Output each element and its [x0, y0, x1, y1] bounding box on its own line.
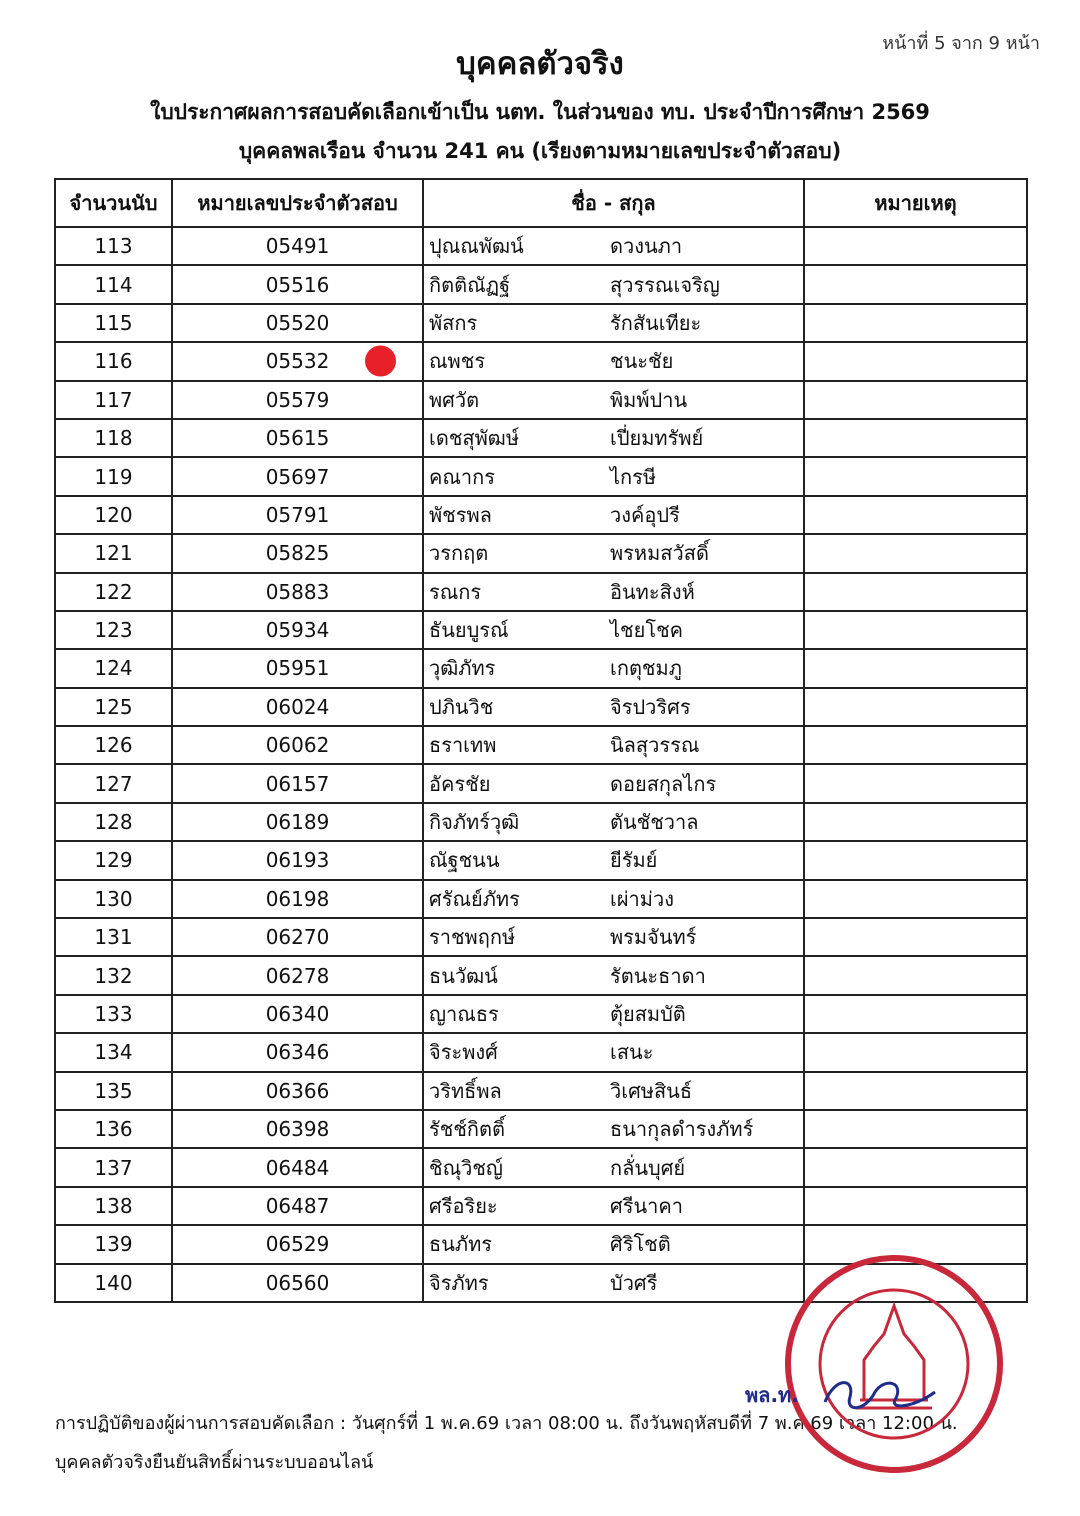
- table-row: [55, 1148, 1027, 1186]
- first-name: ชิณุวิชญ์: [429, 1155, 503, 1180]
- cell-name: [423, 803, 804, 841]
- last-name: ชนะชัย: [610, 349, 674, 374]
- cell-remark: [804, 841, 1027, 879]
- cell-exam-id: [172, 956, 423, 994]
- cell-count: 123: [55, 611, 172, 649]
- first-name: ราชพฤกษ์: [429, 925, 516, 950]
- header-name: ชื่อ - สกุล: [423, 179, 804, 227]
- cell-exam-id: [172, 803, 423, 841]
- first-name: จิรภัทร: [429, 1270, 489, 1295]
- table-row: [55, 1072, 1027, 1110]
- cell-count: 119: [55, 457, 172, 495]
- cell-name: [423, 956, 804, 994]
- cell-count: 125: [55, 688, 172, 726]
- first-name: รณกร: [429, 579, 482, 604]
- last-name: ตุ้ยสมบัติ: [610, 1002, 686, 1026]
- last-name: เกตุชมภู: [610, 656, 682, 681]
- cell-exam-id: [172, 1187, 423, 1225]
- table-body: [55, 227, 1027, 1302]
- first-name: พัชรพล: [429, 502, 492, 527]
- exam-id-text: 05532: [265, 349, 330, 374]
- cell-exam-id: [172, 573, 423, 611]
- last-name: เสนะ: [610, 1040, 654, 1065]
- table-row: [55, 457, 1027, 495]
- cell-remark: [804, 918, 1027, 956]
- results-table: [54, 178, 1028, 1303]
- cell-remark: [804, 534, 1027, 572]
- cell-count: 137: [55, 1148, 172, 1186]
- cell-exam-id: [172, 649, 423, 687]
- last-name: นิลสุวรรณ: [610, 733, 700, 758]
- cell-remark: [804, 956, 1027, 994]
- last-name: พิมพ์ปาน: [610, 387, 688, 412]
- signature: [745, 1372, 945, 1422]
- first-name: จิระพงศ์: [429, 1040, 498, 1065]
- cell-exam-id: [172, 534, 423, 572]
- cell-remark: [804, 342, 1027, 380]
- last-name: บัวศรี: [610, 1270, 658, 1295]
- cell-exam-id: [172, 304, 423, 342]
- exam-id-text: 06366: [265, 1078, 330, 1103]
- cell-count: 140: [55, 1264, 172, 1302]
- cell-exam-id: [172, 496, 423, 534]
- cell-remark: [804, 265, 1027, 303]
- last-name: วงค์อุปรี: [610, 502, 680, 527]
- first-name: วรกฤต: [429, 541, 489, 566]
- table-row: [55, 611, 1027, 649]
- first-name: คณากร: [429, 464, 496, 489]
- table-row: [55, 841, 1027, 879]
- table-row: [55, 265, 1027, 303]
- first-name: กิตติณัฏฐ์: [429, 272, 511, 297]
- cell-name: [423, 611, 804, 649]
- cell-name: [423, 534, 804, 572]
- cell-name: [423, 573, 804, 611]
- exam-id-text: 06346: [265, 1040, 330, 1065]
- cell-count: 127: [55, 764, 172, 802]
- table-row: [55, 918, 1027, 956]
- document-subtitle-line2: บุคคลพลเรือน จำนวน 241 คน (เรียงตามหมายเลขประจำตัวสอบ): [238, 139, 842, 163]
- cell-exam-id: [172, 688, 423, 726]
- footer-instructions: การปฏิบัติของผู้ผ่านการสอบคัดเลือก : วันศุกร์ที่ 1 พ.ค.69 เวลา 08:00 น. ถึงวันพฤหัสบดีที่ 7 พ.ค.69 เวลา 12:00 น.: [55, 1413, 958, 1434]
- last-name: รักสันเทียะ: [610, 310, 702, 335]
- cell-count: 135: [55, 1072, 172, 1110]
- last-name: จิรปวริศร: [610, 694, 691, 719]
- cell-exam-id: [172, 918, 423, 956]
- exam-id-text: 05579: [265, 387, 330, 412]
- cell-name: [423, 1148, 804, 1186]
- cell-name: [423, 1264, 804, 1302]
- page-number: หน้าที่ 5 จาก 9 หน้า: [882, 33, 1040, 54]
- table-row: [55, 342, 1027, 380]
- cell-name: [423, 764, 804, 802]
- table-row: [55, 1187, 1027, 1225]
- cell-count: 129: [55, 841, 172, 879]
- cell-count: 126: [55, 726, 172, 764]
- cell-count: 130: [55, 880, 172, 918]
- first-name: ณัฐชนน: [429, 848, 500, 873]
- table-row: [55, 1110, 1027, 1148]
- cell-count: 120: [55, 496, 172, 534]
- cell-exam-id: [172, 227, 423, 265]
- cell-exam-id: [172, 265, 423, 303]
- cell-exam-id: [172, 1072, 423, 1110]
- table-row: [55, 227, 1027, 265]
- cell-count: 113: [55, 227, 172, 265]
- last-name: ยีรัมย์: [610, 848, 658, 873]
- first-name: วริทธิ์พล: [429, 1078, 502, 1103]
- last-name: สุวรรณเจริญ: [610, 272, 720, 297]
- cell-count: 136: [55, 1110, 172, 1148]
- exam-id-text: 06157: [265, 771, 330, 796]
- first-name: อัครชัย: [429, 771, 491, 796]
- cell-count: 114: [55, 265, 172, 303]
- first-name: ปุณณพัฒน์: [429, 234, 524, 259]
- exam-id-text: 05825: [265, 541, 330, 566]
- cell-count: 132: [55, 956, 172, 994]
- cell-count: 115: [55, 304, 172, 342]
- last-name: ศรีนาคา: [610, 1193, 683, 1218]
- first-name: รัชช์กิตติ์: [429, 1117, 505, 1142]
- last-name: ดวงนภา: [610, 234, 683, 259]
- cell-exam-id: [172, 381, 423, 419]
- last-name: เผ่าม่วง: [610, 886, 674, 911]
- cell-exam-id: [172, 1225, 423, 1263]
- footer-note: บุคคลตัวจริงยืนยันสิทธิ์ผ่านระบบออนไลน์: [55, 1452, 374, 1473]
- exam-id-text: 06198: [265, 886, 330, 911]
- table-row: [55, 381, 1027, 419]
- last-name: วิเศษสินธ์: [610, 1078, 693, 1103]
- cell-name: [423, 918, 804, 956]
- cell-name: [423, 1033, 804, 1071]
- table-row: [55, 496, 1027, 534]
- cell-remark: [804, 573, 1027, 611]
- last-name: ตันชัชวาล: [610, 810, 699, 835]
- cell-remark: [804, 1148, 1027, 1186]
- last-name: ธนากุลดำรงภัทร์: [610, 1117, 754, 1142]
- table-row: [55, 726, 1027, 764]
- signature-stroke: [825, 1383, 935, 1408]
- exam-id-text: 05883: [265, 579, 330, 604]
- document-title: บุคคลตัวจริง: [456, 46, 624, 82]
- red-marker-dot: [365, 346, 396, 377]
- last-name: อินทะสิงห์: [610, 579, 695, 604]
- first-name: พศวัต: [429, 387, 480, 412]
- cell-name: [423, 265, 804, 303]
- cell-exam-id: [172, 841, 423, 879]
- cell-name: [423, 419, 804, 457]
- first-name: พัสกร: [429, 310, 478, 335]
- table-row: [55, 649, 1027, 687]
- first-name: ญาณธร: [429, 1002, 499, 1026]
- first-name: กิจภัทร์วุฒิ: [429, 810, 520, 835]
- cell-remark: [804, 880, 1027, 918]
- cell-count: 117: [55, 381, 172, 419]
- cell-remark: [804, 496, 1027, 534]
- cell-exam-id: [172, 880, 423, 918]
- exam-id-text: 05516: [265, 272, 330, 297]
- cell-remark: [804, 381, 1027, 419]
- cell-count: 122: [55, 573, 172, 611]
- cell-name: [423, 304, 804, 342]
- cell-remark: [804, 419, 1027, 457]
- table-row: [55, 764, 1027, 802]
- cell-remark: [804, 688, 1027, 726]
- first-name: วุฒิภัทร: [429, 656, 496, 681]
- table-row: [55, 1033, 1027, 1071]
- table-row: [55, 803, 1027, 841]
- cell-remark: [804, 304, 1027, 342]
- table-row: [55, 995, 1027, 1033]
- cell-count: 133: [55, 995, 172, 1033]
- exam-id-text: 05491: [265, 234, 330, 259]
- exam-id-text: 05934: [265, 618, 330, 643]
- academy-seal-stamp: [780, 1250, 1008, 1478]
- exam-id-text: 06529: [265, 1232, 330, 1257]
- exam-id-text: 06193: [265, 848, 330, 873]
- table-row: [55, 419, 1027, 457]
- cell-name: [423, 841, 804, 879]
- exam-id-text: 06270: [265, 925, 330, 950]
- cell-remark: [804, 1110, 1027, 1148]
- cell-remark: [804, 726, 1027, 764]
- cell-name: [423, 1110, 804, 1148]
- exam-id-text: 05791: [265, 502, 330, 527]
- cell-count: 118: [55, 419, 172, 457]
- cell-remark: [804, 649, 1027, 687]
- cell-exam-id: [172, 342, 423, 380]
- cell-remark: [804, 995, 1027, 1033]
- table-row: [55, 534, 1027, 572]
- last-name: ดอยสกุลไกร: [610, 771, 717, 796]
- first-name: ศรัณย์ภัทร: [429, 886, 520, 911]
- first-name: ธนภัทร: [429, 1232, 492, 1257]
- header-remark: หมายเหตุ: [804, 179, 1027, 227]
- cell-name: [423, 1072, 804, 1110]
- cell-name: [423, 649, 804, 687]
- header-exam-id: หมายเลขประจำตัวสอบ: [172, 179, 423, 227]
- cell-name: [423, 880, 804, 918]
- exam-id-text: 06560: [265, 1270, 330, 1295]
- cell-name: [423, 995, 804, 1033]
- exam-id-text: 05697: [265, 464, 330, 489]
- cell-count: 128: [55, 803, 172, 841]
- cell-count: 134: [55, 1033, 172, 1071]
- cell-remark: [804, 764, 1027, 802]
- cell-remark: [804, 803, 1027, 841]
- cell-exam-id: [172, 1033, 423, 1071]
- first-name: ธราเทพ: [429, 733, 497, 758]
- table-row: [55, 304, 1027, 342]
- last-name: ศิริโชติ: [610, 1232, 671, 1257]
- exam-id-text: 05520: [265, 310, 330, 335]
- cell-exam-id: [172, 995, 423, 1033]
- cell-exam-id: [172, 1110, 423, 1148]
- table-row: [55, 880, 1027, 918]
- cell-name: [423, 227, 804, 265]
- exam-id-text: 06484: [265, 1155, 330, 1180]
- cell-remark: [804, 1033, 1027, 1071]
- cell-exam-id: [172, 1148, 423, 1186]
- cell-remark: [804, 611, 1027, 649]
- last-name: ไกรษี: [610, 464, 657, 489]
- table-row: [55, 573, 1027, 611]
- table-row: [55, 956, 1027, 994]
- first-name: ปภินวิช: [429, 694, 494, 719]
- exam-id-text: 05615: [265, 426, 330, 451]
- first-name: ธนวัฒน์: [429, 963, 498, 988]
- first-name: ศรีอริยะ: [429, 1193, 498, 1218]
- cell-count: 124: [55, 649, 172, 687]
- cell-exam-id: [172, 419, 423, 457]
- cell-name: [423, 496, 804, 534]
- cell-remark: [804, 457, 1027, 495]
- cell-count: 139: [55, 1225, 172, 1263]
- cell-remark: [804, 227, 1027, 265]
- cell-name: [423, 342, 804, 380]
- cell-name: [423, 457, 804, 495]
- exam-id-text: 06062: [265, 733, 330, 758]
- last-name: พรหมสวัสดิ์: [610, 541, 709, 566]
- exam-id-text: 06024: [265, 694, 330, 719]
- cell-exam-id: [172, 1264, 423, 1302]
- cell-name: [423, 1225, 804, 1263]
- last-name: เปี่ยมทรัพย์: [610, 426, 704, 451]
- cell-count: 131: [55, 918, 172, 956]
- cell-name: [423, 726, 804, 764]
- cell-remark: [804, 1187, 1027, 1225]
- exam-id-text: 06487: [265, 1193, 330, 1218]
- cell-count: 121: [55, 534, 172, 572]
- document-subtitle-line1: ใบประกาศผลการสอบคัดเลือกเข้าเป็น นตท. ในส่วนของ ทบ. ประจำปีการศึกษา 2569: [150, 100, 930, 124]
- cell-exam-id: [172, 764, 423, 802]
- last-name: กลั่นบุศย์: [610, 1155, 686, 1180]
- header-count: จำนวนนับ: [55, 179, 172, 227]
- last-name: พรมจันทร์: [610, 925, 697, 950]
- cell-name: [423, 1187, 804, 1225]
- first-name: ณพชร: [429, 349, 486, 374]
- first-name: เดชสุพัฒษ์: [429, 426, 520, 451]
- cell-name: [423, 381, 804, 419]
- cell-exam-id: [172, 726, 423, 764]
- table-header-row: [55, 179, 1027, 227]
- cell-exam-id: [172, 611, 423, 649]
- signature-rank: พล.ท.: [745, 1383, 799, 1407]
- cell-count: 116: [55, 342, 172, 380]
- last-name: รัตนะธาดา: [610, 963, 706, 988]
- exam-id-text: 06398: [265, 1117, 330, 1142]
- cell-name: [423, 688, 804, 726]
- exam-id-text: 05951: [265, 656, 330, 681]
- last-name: ไชยโชค: [610, 618, 684, 643]
- cell-remark: [804, 1072, 1027, 1110]
- cell-exam-id: [172, 457, 423, 495]
- table-row: [55, 688, 1027, 726]
- first-name: ธันยบูรณ์: [429, 618, 509, 643]
- exam-id-text: 06278: [265, 963, 330, 988]
- exam-id-text: 06340: [265, 1002, 330, 1026]
- cell-count: 138: [55, 1187, 172, 1225]
- exam-id-text: 06189: [265, 810, 330, 835]
